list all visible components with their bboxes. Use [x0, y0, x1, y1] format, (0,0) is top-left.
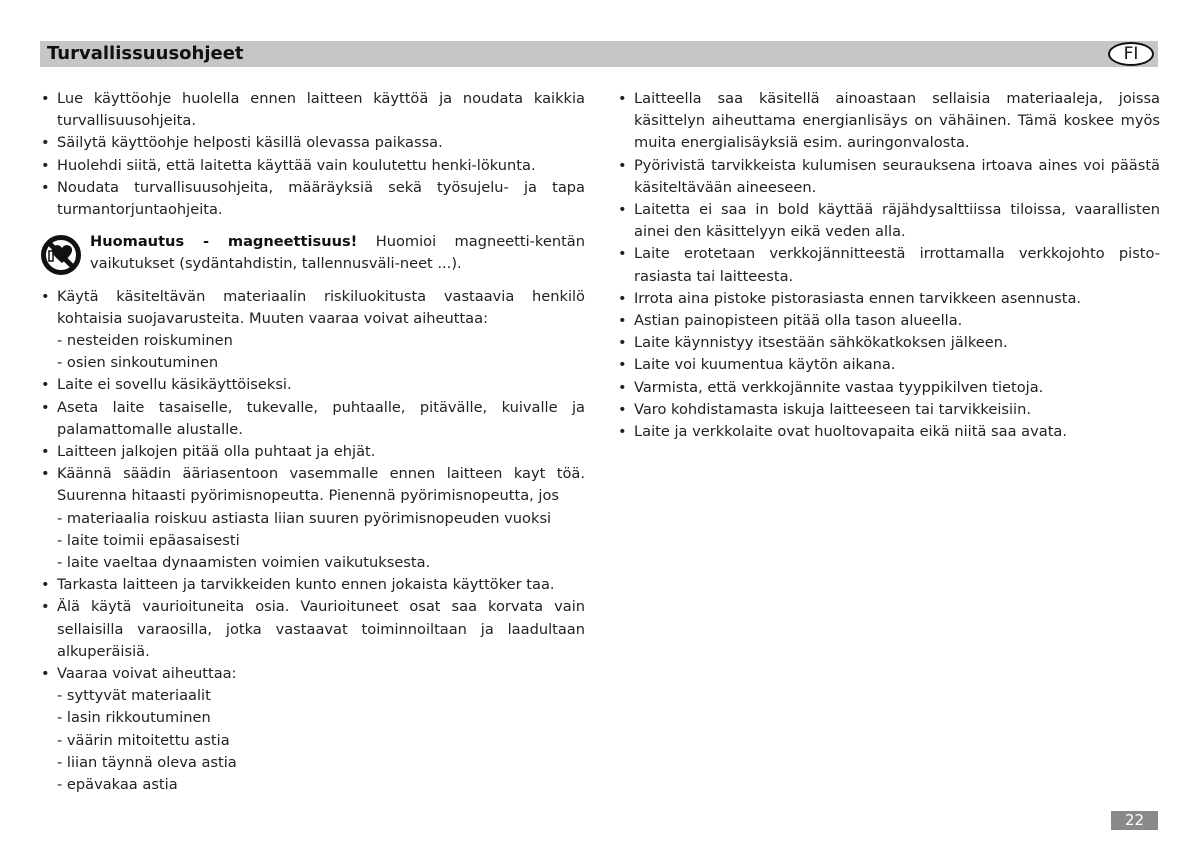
list-item-text: Älä käytä vaurioituneita osia. Vaurioituneet osat saa korvata vain sellaisilla varaosilla, jotka vastaavat toiminnoiltaan ja laadultaan alkuperäisiä. — [57, 598, 585, 660]
list-item: • Laite käynnistyy itsestään sähkökatkoksen jälkeen. — [617, 332, 1160, 354]
list-item: • Huolehdi siitä, että laitetta käyttää vain koulutettu henki-lökunta. — [40, 155, 585, 177]
sub-list-item: - väärin mitoitettu astia — [57, 731, 230, 749]
notice-text: Huomioi magneetti-kentän vaikutukset (sydäntahdistin, tallennusväli-neet ...). — [90, 233, 586, 273]
sub-list-item: - materiaalia roiskuu astiasta liian suuren pyörimisnopeuden vuoksi — [57, 509, 552, 527]
list-item-text: Aseta laite tasaiselle, tukevalle, puhtaalle, pitävälle, kuivalle ja palamattomalle alustalle. — [57, 398, 585, 438]
page-number: 22 — [1111, 811, 1158, 830]
list-item: • Varo kohdistamasta iskuja laitteeseen tai tarvikkeisiin. — [617, 399, 1160, 421]
intro-bullet-list — [40, 88, 585, 221]
sub-list-item: - liian täynnä oleva astia — [57, 753, 237, 771]
sub-list-item: - osien sinkoutuminen — [57, 354, 219, 372]
list-item: • Laitetta ei saa in bold käyttää räjähdysalttiissa tiloissa, vaarallisten ainei den käsittelyyn eikä veden alla. — [617, 199, 1160, 243]
safety-bullet-list-right — [617, 88, 1160, 443]
list-item — [40, 286, 585, 375]
list-item: • Pyörivistä tarvikkeista kulumisen seurauksena irtoava aines voi päästä käsiteltävään aineeseen. — [617, 155, 1160, 199]
list-item — [40, 374, 585, 396]
list-item: • Säilytä käyttöohje helposti käsillä olevassa paikassa. — [40, 132, 585, 154]
sub-list-item: - nesteiden roiskuminen — [57, 332, 233, 350]
list-item — [40, 441, 585, 463]
list-item: • Lue käyttöohje huolella ennen laitteen käyttöä ja noudata kaikkia turvallisuusohjeita. — [40, 88, 585, 132]
list-item: • Irrota aina pistoke pistorasiasta ennen tarvikkeen asennusta. — [617, 288, 1160, 310]
sub-list-item: - laite toimii epäasaisesti — [57, 531, 240, 549]
notice-heading: Huomautus - magneettisuus! — [90, 233, 358, 251]
list-item: • Laitteella saa käsitellä ainoastaan sellaisia materiaaleja, joissa käsittelyn aiheuttama energianlisäys on vähäinen. Tämä koskee myös muita energialisäyksiä esim. auringonvalosta. — [617, 88, 1160, 155]
right-column — [617, 88, 1160, 443]
list-item: • Laite erotetaan verkkojännitteestä irrottamalla verkkojohto pisto-rasiasta tai laitteesta. — [617, 243, 1160, 287]
list-item: • Noudata turvallisuusohjeita, määräyksiä sekä työsujelu- ja tapa turmantorjuntaohjeita. — [40, 177, 585, 221]
list-item-text: Laite ei sovellu käsikäyttöiseksi. — [57, 376, 292, 394]
magnetism-notice — [40, 231, 585, 275]
list-item — [40, 463, 585, 574]
no-pacemaker-icon — [40, 234, 82, 276]
list-item — [40, 663, 585, 796]
list-item — [40, 574, 585, 596]
list-item: • Astian painopisteen pitää olla tason alueella. — [617, 310, 1160, 332]
page-title: Turvallissuusohjeet — [47, 43, 244, 64]
list-item — [40, 596, 585, 663]
list-item: • Laite ja verkkolaite ovat huoltovapaita eikä niitä saa avata. — [617, 421, 1160, 443]
list-item — [40, 397, 585, 441]
list-item: • Varmista, että verkkojännite vastaa tyyppikilven tietoja. — [617, 377, 1160, 399]
list-item-text: Käytä käsiteltävän materiaalin riskiluokitusta vastaavia henkilö kohtaisia suojavarusteita. Muuten vaaraa voivat aiheuttaa: — [57, 287, 585, 327]
language-badge: FI — [1108, 42, 1154, 66]
list-item-text: Tarkasta laitteen ja tarvikkeiden kunto ennen jokaista käyttöker taa. — [57, 576, 555, 594]
safety-bullet-list — [40, 286, 585, 797]
list-item-text: Laitteen jalkojen pitää olla puhtaat ja ehjät. — [57, 443, 376, 461]
sub-list-item: - lasin rikkoutuminen — [57, 709, 211, 727]
sub-list-item: - syttyvät materiaalit — [57, 687, 211, 705]
left-column — [40, 88, 585, 796]
sub-list-item: - epävakaa astia — [57, 776, 178, 794]
list-item-text: Vaaraa voivat aiheuttaa: — [57, 665, 237, 683]
list-item: • Laite voi kuumentua käytön aikana. — [617, 354, 1160, 376]
sub-list-item: - laite vaeltaa dynaamisten voimien vaikutuksesta. — [57, 554, 431, 572]
list-item-text: Käännä säädin ääriasentoon vasemmalle ennen laitteen kayt töä. Suurenna hitaasti pyörimisnopeutta. Pienennä pyörimisnopeutta, jos — [57, 465, 585, 505]
